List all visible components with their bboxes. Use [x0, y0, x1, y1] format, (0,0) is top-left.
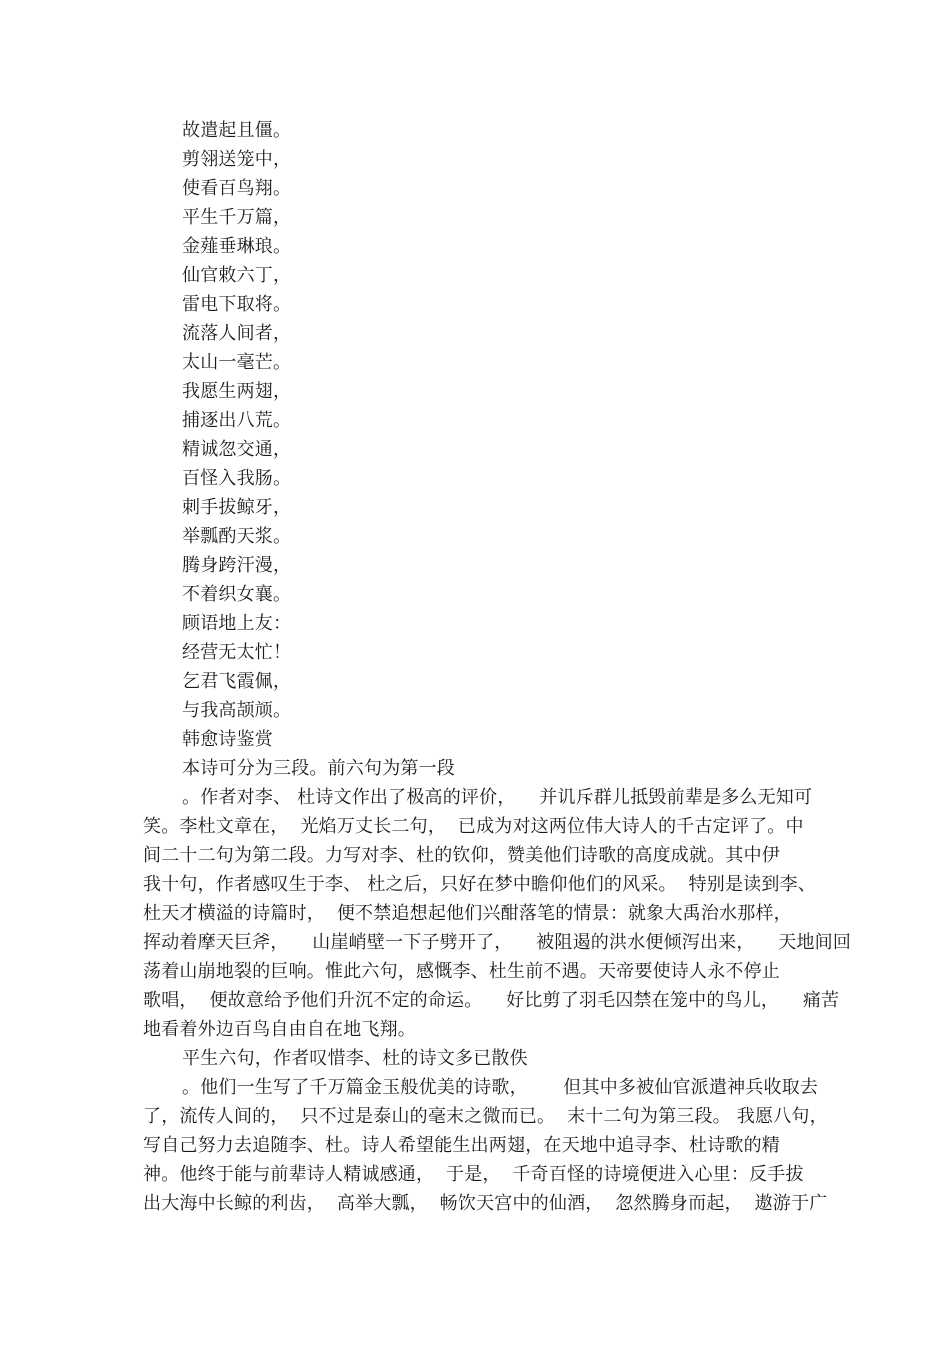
poem-line: 精诚忽交通， [182, 439, 292, 460]
poem-line: 故遣起且僵。 [182, 120, 292, 141]
paragraph-line: 我十句，作者感叹生于李、 杜之后，只好在梦中瞻仰他们的风采。 特别是读到李、 [143, 874, 816, 895]
poem-line: 经营无太忙！ [182, 642, 292, 663]
paragraph-lead: 本诗可分为三段。前六句为第一段 [182, 758, 455, 779]
poem-line: 金薤垂琳琅。 [182, 236, 292, 257]
poem-line: 顾语地上友： [182, 613, 292, 634]
poem-line: 平生千万篇， [182, 207, 292, 228]
paragraph-line: 了，流传人间的， 只不过是泰山的毫末之微而已。 末十二句为第三段。 我愿八句， [143, 1106, 828, 1127]
poem-line: 流落人间者， [182, 323, 292, 344]
paragraph-line: 出大海中长鲸的利齿， 高举大瓢， 畅饮天宫中的仙酒， 忽然腾身而起， 遨游于广 [143, 1193, 828, 1214]
poem-line: 腾身跨汗漫， [182, 555, 292, 576]
poem-line: 与我高颉颃。 [182, 700, 292, 721]
poem-line: 举瓢酌天浆。 [182, 526, 292, 547]
poem-line: 我愿生两翅， [182, 381, 292, 402]
paragraph-line: 杜天才横溢的诗篇时， 便不禁追想起他们兴酣落笔的情景：就象大禹治水那样， [143, 903, 792, 924]
paragraph-line: 挥动着摩天巨斧， 山崖峭壁一下子劈开了， 被阻遏的洪水便倾泻出来， 天地间回 [143, 932, 852, 953]
paragraph-line: 写自己努力去追随李、杜。诗人希望能生出两翅，在天地中追寻李、杜诗歌的精 [143, 1135, 780, 1156]
paragraph-line: 。作者对李、 杜诗文作出了极高的评价， 并讥斥群儿抵毁前辈是多么无知可 [182, 787, 813, 808]
poem-line: 太山一毫芒。 [182, 352, 292, 373]
poem-line: 捕逐出八荒。 [182, 410, 292, 431]
poem-line: 雷电下取将。 [182, 294, 292, 315]
poem-line: 不着织女襄。 [182, 584, 292, 605]
poem-line: 百怪入我肠。 [182, 468, 292, 489]
paragraph-line: 。他们一生写了千万篇金玉般优美的诗歌， 但其中多被仙官派遣神兵收取去 [182, 1077, 819, 1098]
paragraph-line: 荡着山崩地裂的巨响。惟此六句，感慨李、杜生前不遇。天帝要使诗人永不停止 [143, 961, 780, 982]
paragraph-line: 地看着外边百鸟自由自在地飞翔。 [143, 1019, 416, 1040]
section-heading: 韩愈诗鉴赏 [182, 729, 273, 750]
paragraph-line: 神。他终于能与前辈诗人精诚感通， 于是， 千奇百怪的诗境便进入心里：反手拔 [143, 1164, 804, 1185]
poem-line: 刺手拔鲸牙， [182, 497, 292, 518]
paragraph-line: 间二十二句为第二段。力写对李、杜的钦仰，赞美他们诗歌的高度成就。其中伊 [143, 845, 780, 866]
poem-line: 乞君飞霞佩， [182, 671, 292, 692]
paragraph-line: 歌唱， 便故意给予他们升沉不定的命运。 好比剪了羽毛囚禁在笼中的鸟儿， 痛苦 [143, 990, 840, 1011]
paragraph-line: 笑。李杜文章在， 光焰万丈长二句， 已成为对这两位伟大诗人的千古定评了。中 [143, 816, 804, 837]
poem-line: 仙官敕六丁， [182, 265, 292, 286]
poem-line: 使看百鸟翔。 [182, 178, 292, 199]
paragraph-lead: 平生六句，作者叹惜李、杜的诗文多已散佚 [182, 1048, 528, 1069]
poem-line: 剪翎送笼中， [182, 149, 292, 170]
